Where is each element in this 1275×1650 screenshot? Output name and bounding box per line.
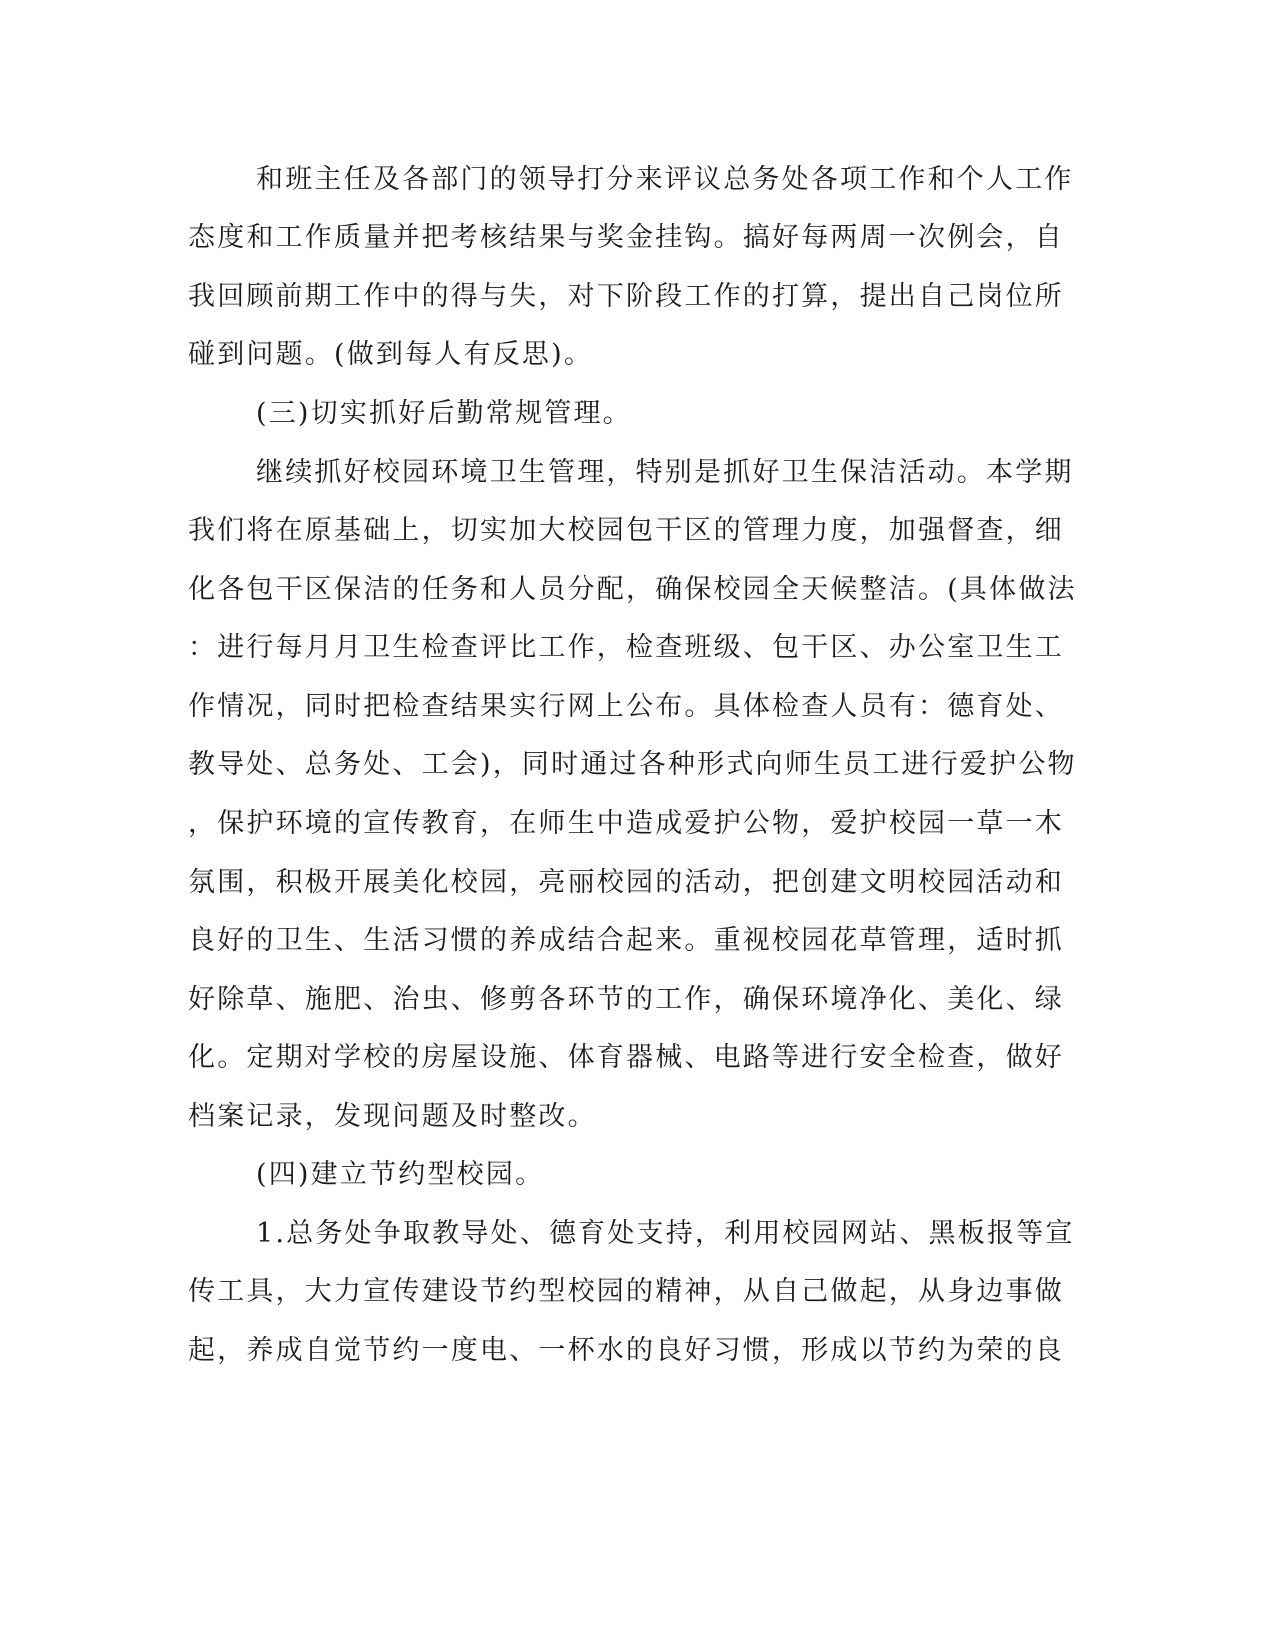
text-line-12: ，保护环境的宣传教育，在师生中造成爱护公物，爱护校园一草一木 xyxy=(188,808,1064,839)
text-line-21: 起，养成自觉节约一度电、一杯水的良好习惯，形成以节约为荣的良 xyxy=(188,1335,1064,1366)
text-line-7: 我们将在原基础上，切实加大校园包干区的管理力度，加强督查，细 xyxy=(188,515,1064,546)
section-heading-3: (三)切实抓好后勤常规管理。 xyxy=(256,398,632,429)
text-line-3: 我回顾前期工作中的得与失，对下阶段工作的打算，提出自己岗位所 xyxy=(188,281,1064,312)
text-line-15: 好除草、施肥、治虫、修剪各环节的工作，确保环境净化、美化、绿 xyxy=(188,984,1064,1015)
text-line-9: ：进行每月月卫生检查评比工作，检查班级、包干区、办公室卫生工 xyxy=(188,632,1064,663)
text-line-11: 教导处、总务处、工会)，同时通过各种形式向师生员工进行爱护公物 xyxy=(188,749,1077,780)
text-line-17: 档案记录，发现问题及时整改。 xyxy=(188,1101,597,1132)
text-line-20: 传工具，大力宣传建设节约型校园的精神，从自己做起，从身边事做 xyxy=(188,1276,1064,1307)
text-line-2: 态度和工作质量并把考核结果与奖金挂钩。搞好每两周一次例会，自 xyxy=(188,222,1064,253)
text-line-13: 氛围，积极开展美化校园，亮丽校园的活动，把创建文明校园活动和 xyxy=(188,867,1064,898)
text-line-4: 碰到问题。(做到每人有反思)。 xyxy=(188,339,594,370)
text-line-6: 继续抓好校园环境卫生管理，特别是抓好卫生保洁活动。本学期 xyxy=(256,457,1074,488)
text-line-14: 良好的卫生、生活习惯的养成结合起来。重视校园花草管理，适时抓 xyxy=(188,925,1064,956)
section-heading-4: (四)建立节约型校园。 xyxy=(256,1159,545,1190)
text-line-19: 1.总务处争取教导处、德育处支持，利用校园网站、黑板报等宣 xyxy=(256,1218,1075,1249)
text-line-10: 作情况，同时把检查结果实行网上公布。具体检查人员有：德育处、 xyxy=(188,691,1064,722)
text-line-16: 化。定期对学校的房屋设施、体育器械、电路等进行安全检查，做好 xyxy=(188,1042,1064,1073)
text-line-1: 和班主任及各部门的领导打分来评议总务处各项工作和个人工作 xyxy=(256,164,1074,195)
text-line-8: 化各包干区保洁的任务和人员分配，确保校园全天候整洁。(具体做法 xyxy=(188,574,1077,605)
